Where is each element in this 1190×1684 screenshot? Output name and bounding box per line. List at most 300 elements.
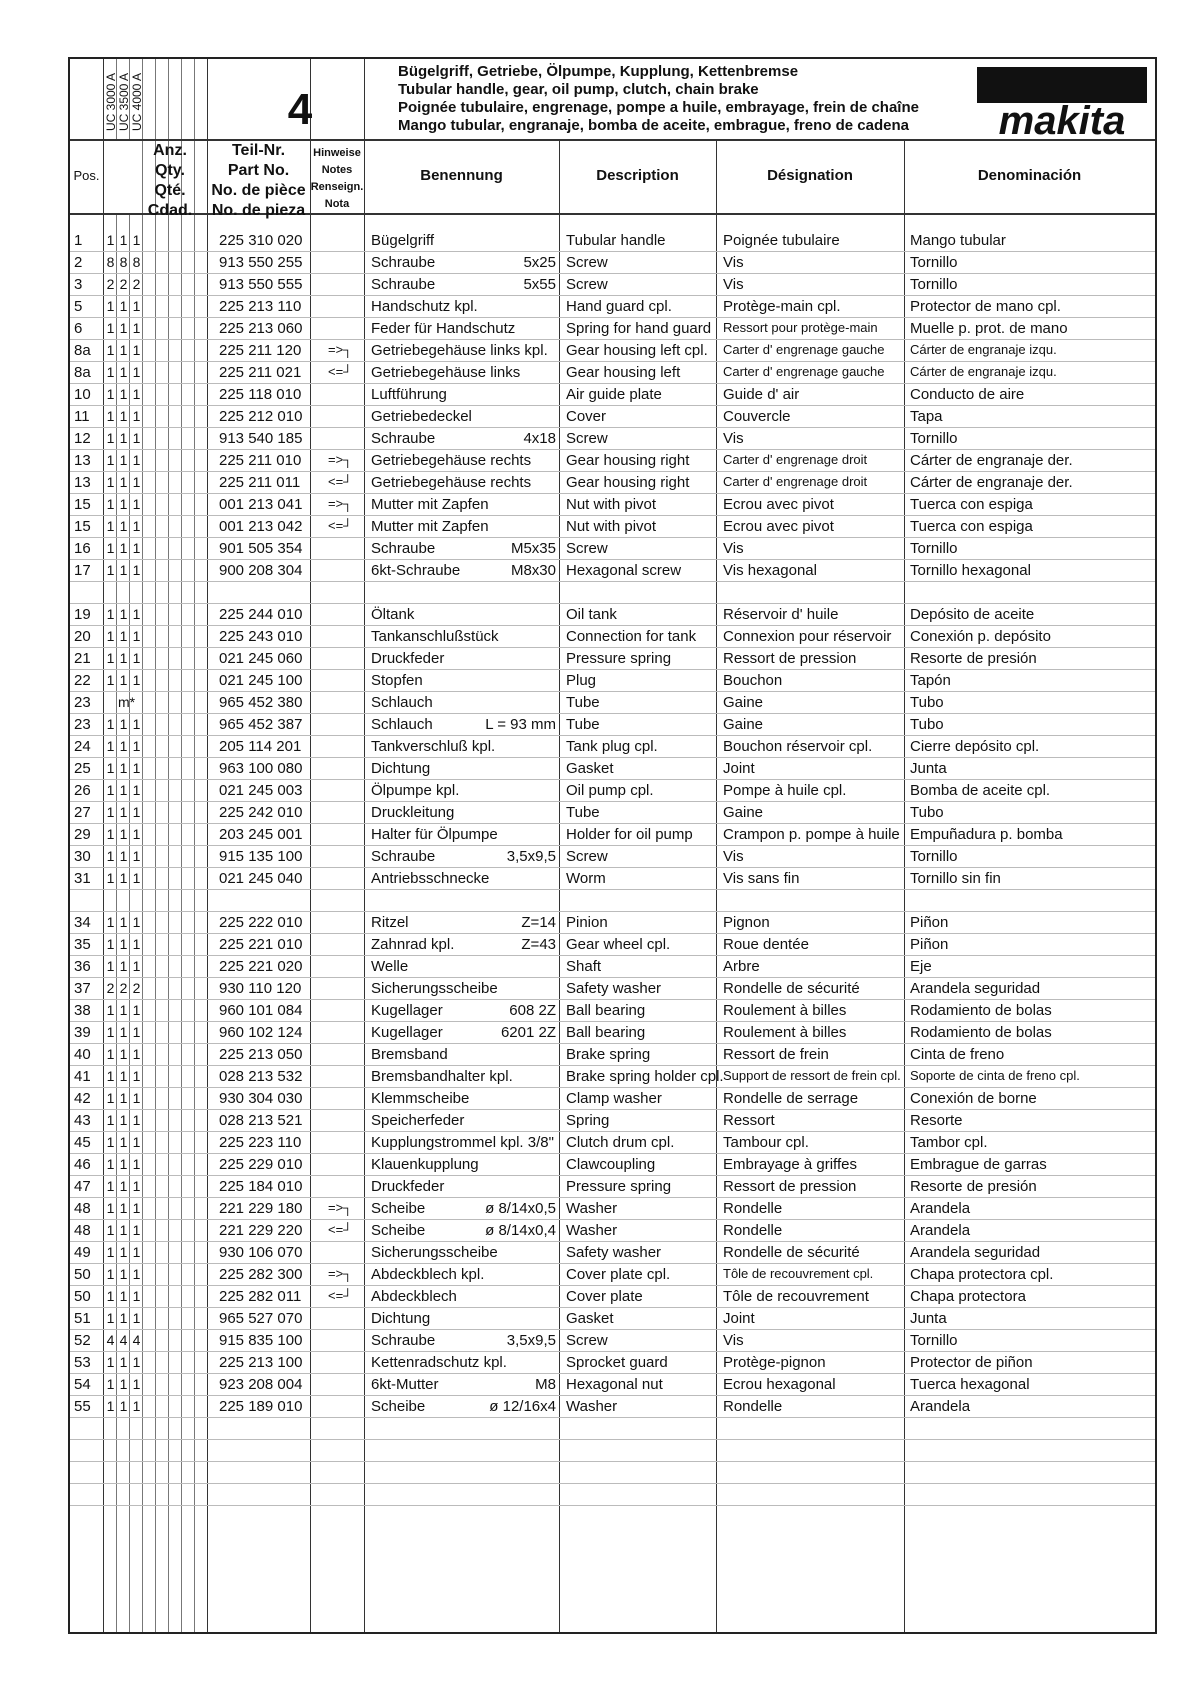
table-row bbox=[70, 1263, 1155, 1286]
title-de: Bügelgriff, Getriebe, Ölpumpe, Kupplung, Kettenbremse bbox=[398, 63, 799, 80]
description-cell: Screw bbox=[566, 1332, 608, 1349]
denominacion-cell: Tuerca con espiga bbox=[910, 496, 1033, 513]
part-number-cell: 225 243 010 bbox=[219, 628, 303, 645]
qty-cell: 1 bbox=[119, 474, 128, 490]
benennung-cell: Schraube bbox=[371, 430, 436, 447]
qty-cell: 1 bbox=[132, 1156, 141, 1172]
qty-cell: 1 bbox=[132, 1354, 141, 1370]
description-cell: Washer bbox=[566, 1398, 618, 1415]
part-number-cell: 021 245 040 bbox=[219, 870, 303, 887]
pos-cell: 34 bbox=[74, 914, 91, 931]
description-cell: Gear wheel cpl. bbox=[566, 936, 671, 953]
denominacion-cell: Tubo bbox=[910, 716, 944, 733]
part-number-cell: 001 213 041 bbox=[219, 496, 303, 513]
benennung-cell: Welle bbox=[371, 958, 409, 975]
table-row bbox=[70, 1043, 1155, 1066]
qty-cell: 1 bbox=[106, 298, 115, 314]
description-cell: Pressure spring bbox=[566, 1178, 672, 1195]
designation-cell: Support de ressort de frein cpl. bbox=[723, 1068, 901, 1083]
qty-cell: 1 bbox=[119, 540, 128, 556]
description-cell: Tube bbox=[566, 716, 600, 733]
pos-cell: 5 bbox=[74, 298, 83, 315]
denominacion-cell: Resorte de presión bbox=[910, 650, 1037, 667]
denominacion-cell: Tuerca con espiga bbox=[910, 518, 1033, 535]
designation-cell: Ecrou avec pivot bbox=[723, 518, 834, 535]
qty-cell: 1 bbox=[106, 540, 115, 556]
designation-cell: Rondelle bbox=[723, 1200, 783, 1217]
col-part-number: Teil-Nr. Part No. No. de pièce No. de pieza bbox=[211, 142, 306, 219]
pos-cell: 31 bbox=[74, 870, 91, 887]
denominacion-cell: Protector de piñon bbox=[910, 1354, 1033, 1371]
description-cell: Clamp washer bbox=[566, 1090, 662, 1107]
part-number-cell: 225 282 011 bbox=[219, 1288, 302, 1305]
pos-cell: 50 bbox=[74, 1266, 91, 1283]
pos-cell: 21 bbox=[74, 650, 91, 667]
benennung-cell: Speicherfeder bbox=[371, 1112, 465, 1129]
table-row bbox=[70, 1285, 1155, 1308]
benennung-cell: Halter für Ölpumpe bbox=[371, 826, 498, 843]
model-label-1: UC 3000 A bbox=[103, 72, 118, 132]
designation-cell: Carter d' engrenage droit bbox=[723, 474, 868, 489]
table-row bbox=[70, 1351, 1155, 1374]
denominacion-cell: Tornillo bbox=[910, 430, 958, 447]
benennung-cell: Feder für Handschutz bbox=[371, 320, 516, 337]
benennung-cell: Schraube bbox=[371, 540, 436, 557]
note-cell: =>┐ bbox=[328, 1266, 353, 1281]
pos-cell: 22 bbox=[74, 672, 91, 689]
table-row bbox=[70, 911, 1155, 934]
table-row bbox=[70, 581, 1155, 604]
description-cell: Washer bbox=[566, 1200, 618, 1217]
description-cell: Tube bbox=[566, 694, 600, 711]
part-number-cell: 225 211 120 bbox=[219, 342, 302, 359]
designation-cell: Tôle de recouvrement bbox=[723, 1288, 869, 1305]
part-number-cell: 965 527 070 bbox=[219, 1310, 303, 1327]
denominacion-cell: Piñon bbox=[910, 914, 949, 931]
qty-cell: 1 bbox=[106, 958, 115, 974]
qty-cell: 1 bbox=[132, 606, 141, 622]
description-cell: Gear housing left bbox=[566, 364, 681, 381]
pos-cell: 15 bbox=[74, 518, 91, 535]
table-row bbox=[70, 1307, 1155, 1330]
pos-cell: 41 bbox=[74, 1068, 91, 1085]
qty-cell: 2 bbox=[119, 980, 128, 996]
blank-row bbox=[70, 1417, 1155, 1440]
col-pos: Pos. bbox=[73, 168, 100, 183]
table-row bbox=[70, 1219, 1155, 1242]
part-number-cell: 923 208 004 bbox=[219, 1376, 303, 1393]
table-row bbox=[70, 735, 1155, 758]
qty-cell: 1 bbox=[132, 804, 141, 820]
part-number-cell: 021 245 060 bbox=[219, 650, 303, 667]
benennung-cell: Mutter mit Zapfen bbox=[371, 518, 489, 535]
qty-cell: 1 bbox=[132, 232, 141, 248]
pos-cell: 13 bbox=[74, 452, 91, 469]
description-cell: Hexagonal nut bbox=[566, 1376, 663, 1393]
table-row bbox=[70, 273, 1155, 296]
table-row bbox=[70, 1197, 1155, 1220]
designation-cell: Embrayage à griffes bbox=[723, 1156, 857, 1173]
denominacion-cell: Chapa protectora cpl. bbox=[910, 1266, 1054, 1283]
qty-cell: 2 bbox=[132, 276, 141, 292]
table-row bbox=[70, 493, 1155, 516]
table-row bbox=[70, 889, 1155, 912]
designation-cell: Bouchon bbox=[723, 672, 783, 689]
description-cell: Cover plate cpl. bbox=[566, 1266, 671, 1283]
benennung-cell: Tankverschluß kpl. bbox=[371, 738, 496, 755]
part-number-cell: 930 304 030 bbox=[219, 1090, 303, 1107]
designation-cell: Bouchon réservoir cpl. bbox=[723, 738, 873, 755]
pos-cell: 38 bbox=[74, 1002, 91, 1019]
designation-cell: Ressort bbox=[723, 1112, 775, 1129]
part-number-cell: 225 221 020 bbox=[219, 958, 303, 975]
part-number-cell: 225 244 010 bbox=[219, 606, 303, 623]
designation-cell: Gaine bbox=[723, 694, 764, 711]
table-row bbox=[70, 779, 1155, 802]
qty-cell: 1 bbox=[106, 1376, 115, 1392]
denominacion-cell: Tornillo bbox=[910, 1332, 958, 1349]
part-number-cell: 203 245 001 bbox=[219, 826, 303, 843]
denominacion-cell: Chapa protectora bbox=[910, 1288, 1026, 1305]
denominacion-cell: Rodamiento de bolas bbox=[910, 1002, 1052, 1019]
denominacion-cell: Tapón bbox=[910, 672, 951, 689]
designation-cell: Joint bbox=[723, 1310, 755, 1327]
spec-cell: 5x25 bbox=[523, 254, 556, 271]
part-number-cell: 915 135 100 bbox=[219, 848, 303, 865]
spec-cell: 3,5x9,5 bbox=[506, 1332, 556, 1349]
model-label-3: UC 4000 A bbox=[129, 72, 144, 132]
denominacion-cell: Eje bbox=[910, 958, 932, 975]
qty-cell: 1 bbox=[119, 1112, 128, 1128]
qty-cell: 1 bbox=[106, 1068, 115, 1084]
qty-cell: 1 bbox=[132, 540, 141, 556]
designation-cell: Pompe à huile cpl. bbox=[723, 782, 847, 799]
note-cell: <=┘ bbox=[328, 1288, 353, 1303]
benennung-cell: Öltank bbox=[371, 606, 415, 623]
description-cell: Nut with pivot bbox=[566, 518, 657, 535]
table-row bbox=[70, 295, 1155, 318]
table-row bbox=[70, 647, 1155, 670]
designation-cell: Vis bbox=[723, 276, 744, 293]
pos-cell: 29 bbox=[74, 826, 91, 843]
qty-cell: 1 bbox=[106, 232, 115, 248]
designation-cell: Rondelle bbox=[723, 1398, 783, 1415]
denominacion-cell: Protector de mano cpl. bbox=[910, 298, 1061, 315]
benennung-cell: Zahnrad kpl. bbox=[371, 936, 455, 953]
table-row bbox=[70, 1175, 1155, 1198]
description-cell: Screw bbox=[566, 430, 608, 447]
note-cell: =>┐ bbox=[328, 342, 353, 357]
qty-cell: 1 bbox=[132, 1222, 141, 1238]
qty-cell: 1 bbox=[119, 1156, 128, 1172]
table-row bbox=[70, 999, 1155, 1022]
qty-cell: 1 bbox=[132, 1024, 141, 1040]
benennung-cell: Scheibe bbox=[371, 1398, 426, 1415]
qty-cell: 1 bbox=[119, 1134, 128, 1150]
model-label-2: UC 3500 A bbox=[116, 72, 131, 132]
spec-cell: 608 2Z bbox=[509, 1002, 556, 1019]
qty-cell: 1 bbox=[119, 452, 128, 468]
qty-cell: 1 bbox=[106, 650, 115, 666]
description-cell: Ball bearing bbox=[566, 1002, 646, 1019]
part-number-cell: 901 505 354 bbox=[219, 540, 303, 557]
qty-cell: 1 bbox=[119, 1376, 128, 1392]
part-number-cell: 021 245 100 bbox=[219, 672, 303, 689]
col-benennung: Benennung bbox=[420, 167, 503, 184]
benennung-cell: Schraube bbox=[371, 254, 436, 271]
qty-cell: 1 bbox=[132, 1068, 141, 1084]
description-cell: Brake spring bbox=[566, 1046, 651, 1063]
table-row bbox=[70, 1241, 1155, 1264]
table-row bbox=[70, 317, 1155, 340]
denominacion-cell: Arandela bbox=[910, 1200, 971, 1217]
col-description: Description bbox=[596, 167, 679, 184]
pos-cell: 2 bbox=[74, 254, 83, 271]
qty-cell: 1 bbox=[119, 804, 128, 820]
spec-cell: 3,5x9,5 bbox=[506, 848, 556, 865]
designation-cell: Réservoir d' huile bbox=[723, 606, 839, 623]
qty-cell: m* bbox=[118, 694, 136, 710]
table-row bbox=[70, 845, 1155, 868]
designation-cell: Vis bbox=[723, 540, 744, 557]
pos-cell: 48 bbox=[74, 1200, 91, 1217]
qty-cell: 1 bbox=[132, 848, 141, 864]
note-cell: <=┘ bbox=[328, 1222, 353, 1237]
denominacion-cell: Bomba de aceite cpl. bbox=[910, 782, 1051, 799]
qty-cell: 1 bbox=[106, 1310, 115, 1326]
designation-cell: Carter d' engrenage droit bbox=[723, 452, 868, 467]
denominacion-cell: Arandela seguridad bbox=[910, 1244, 1041, 1261]
description-cell: Sprocket guard bbox=[566, 1354, 668, 1371]
qty-cell: 1 bbox=[106, 1112, 115, 1128]
designation-cell: Arbre bbox=[723, 958, 760, 975]
qty-cell: 1 bbox=[106, 738, 115, 754]
table-row bbox=[70, 361, 1155, 384]
designation-cell: Ressort de pression bbox=[723, 1178, 857, 1195]
part-number-cell: 001 213 042 bbox=[219, 518, 303, 535]
qty-cell: 1 bbox=[119, 760, 128, 776]
denominacion-cell: Arandela bbox=[910, 1222, 971, 1239]
qty-cell: 1 bbox=[106, 716, 115, 732]
benennung-cell: Schraube bbox=[371, 1332, 436, 1349]
qty-cell: 1 bbox=[106, 936, 115, 952]
qty-cell: 1 bbox=[132, 738, 141, 754]
part-number-cell: 225 242 010 bbox=[219, 804, 303, 821]
table-row bbox=[70, 471, 1155, 494]
blank-row bbox=[70, 1461, 1155, 1484]
pos-cell: 51 bbox=[74, 1310, 91, 1327]
table-row bbox=[70, 1131, 1155, 1154]
benennung-cell: Bremsband bbox=[371, 1046, 448, 1063]
qty-cell: 1 bbox=[132, 1288, 141, 1304]
benennung-cell: Handschutz kpl. bbox=[371, 298, 478, 315]
pos-cell: 36 bbox=[74, 958, 91, 975]
designation-cell: Roulement à billes bbox=[723, 1024, 847, 1041]
denominacion-cell: Tapa bbox=[910, 408, 943, 425]
part-number-cell: 930 106 070 bbox=[219, 1244, 303, 1261]
part-number-cell: 225 282 300 bbox=[219, 1266, 303, 1283]
benennung-cell: Schlauch bbox=[371, 694, 433, 711]
description-cell: Shaft bbox=[566, 958, 602, 975]
denominacion-cell: Tornillo hexagonal bbox=[910, 562, 1031, 579]
designation-cell: Couvercle bbox=[723, 408, 791, 425]
part-number-cell: 930 110 120 bbox=[219, 980, 302, 997]
part-number-cell: 225 213 050 bbox=[219, 1046, 303, 1063]
designation-cell: Vis bbox=[723, 430, 744, 447]
description-cell: Pinion bbox=[566, 914, 608, 931]
denominacion-cell: Junta bbox=[910, 760, 947, 777]
table-row bbox=[70, 977, 1155, 1000]
qty-cell: 8 bbox=[119, 254, 128, 270]
pos-cell: 10 bbox=[74, 386, 91, 403]
qty-cell: 1 bbox=[119, 1354, 128, 1370]
designation-cell: Crampon p. pompe à huile bbox=[723, 826, 900, 843]
qty-cell: 1 bbox=[119, 1068, 128, 1084]
designation-cell: Ecrou avec pivot bbox=[723, 496, 834, 513]
qty-cell: 1 bbox=[119, 1244, 128, 1260]
benennung-cell: Kupplungstrommel kpl. 3/8" bbox=[371, 1134, 554, 1151]
pos-cell: 15 bbox=[74, 496, 91, 513]
spec-cell: M8x30 bbox=[510, 562, 556, 579]
pos-cell: 12 bbox=[74, 430, 91, 447]
description-cell: Tube bbox=[566, 804, 600, 821]
description-cell: Gasket bbox=[566, 760, 614, 777]
title-en: Tubular handle, gear, oil pump, clutch, chain brake bbox=[398, 81, 759, 98]
pos-cell: 48 bbox=[74, 1222, 91, 1239]
part-number-cell: 225 310 020 bbox=[219, 232, 303, 249]
qty-cell: 1 bbox=[119, 496, 128, 512]
denominacion-cell: Piñon bbox=[910, 936, 949, 953]
qty-cell: 1 bbox=[132, 1376, 141, 1392]
description-cell: Connection for tank bbox=[566, 628, 697, 645]
pos-cell: 11 bbox=[74, 408, 90, 425]
denominacion-cell: Arandela bbox=[910, 1398, 971, 1415]
part-number-cell: 965 452 387 bbox=[219, 716, 303, 733]
note-cell: =>┐ bbox=[328, 452, 353, 467]
note-cell: <=┘ bbox=[328, 518, 353, 533]
description-cell: Spring bbox=[566, 1112, 610, 1129]
title-fr: Poignée tubulaire, engrenage, pompe a huile, embrayage, frein de chaîne bbox=[398, 99, 919, 116]
qty-cell: 2 bbox=[106, 980, 115, 996]
qty-cell: 1 bbox=[119, 1222, 128, 1238]
part-number-cell: 021 245 003 bbox=[219, 782, 303, 799]
pos-cell: 39 bbox=[74, 1024, 91, 1041]
qty-cell: 1 bbox=[106, 782, 115, 798]
benennung-cell: Schlauch bbox=[371, 716, 433, 733]
pos-cell: 27 bbox=[74, 804, 91, 821]
table-row bbox=[70, 823, 1155, 846]
qty-cell: 1 bbox=[132, 1090, 141, 1106]
qty-cell: 1 bbox=[119, 298, 128, 314]
benennung-cell: Kugellager bbox=[371, 1002, 443, 1019]
qty-cell: 4 bbox=[132, 1332, 141, 1348]
designation-cell: Rondelle de serrage bbox=[723, 1090, 859, 1107]
blank-row bbox=[70, 1439, 1155, 1462]
description-cell: Cover plate bbox=[566, 1288, 643, 1305]
qty-cell: 1 bbox=[106, 1046, 115, 1062]
denominacion-cell: Tornillo bbox=[910, 848, 958, 865]
designation-cell: Vis sans fin bbox=[723, 870, 800, 887]
part-number-cell: 225 211 021 bbox=[219, 364, 302, 381]
qty-cell: 1 bbox=[119, 958, 128, 974]
pos-cell: 30 bbox=[74, 848, 91, 865]
table-row bbox=[70, 801, 1155, 824]
qty-cell: 1 bbox=[132, 914, 141, 930]
qty-cell: 1 bbox=[132, 1112, 141, 1128]
qty-cell: 1 bbox=[106, 1156, 115, 1172]
qty-cell: 1 bbox=[106, 628, 115, 644]
table-row bbox=[70, 1109, 1155, 1132]
qty-cell: 1 bbox=[106, 1398, 115, 1414]
qty-cell: 1 bbox=[132, 320, 141, 336]
pos-cell: 54 bbox=[74, 1376, 91, 1393]
denominacion-cell: Tornillo bbox=[910, 254, 958, 271]
qty-cell: 1 bbox=[119, 650, 128, 666]
qty-cell: 1 bbox=[132, 386, 141, 402]
qty-cell: 1 bbox=[132, 562, 141, 578]
qty-cell: 1 bbox=[132, 936, 141, 952]
designation-cell: Rondelle de sécurité bbox=[723, 1244, 860, 1261]
part-number-cell: 225 229 010 bbox=[219, 1156, 303, 1173]
part-number-cell: 913 550 555 bbox=[219, 276, 303, 293]
benennung-cell: Mutter mit Zapfen bbox=[371, 496, 489, 513]
table-row bbox=[70, 603, 1155, 626]
part-number-cell: 225 223 110 bbox=[219, 1134, 302, 1151]
denominacion-cell: Embrague de garras bbox=[910, 1156, 1047, 1173]
qty-cell: 1 bbox=[106, 1354, 115, 1370]
part-number-cell: 225 211 010 bbox=[219, 452, 302, 469]
pos-cell: 23 bbox=[74, 716, 91, 733]
qty-cell: 1 bbox=[132, 452, 141, 468]
benennung-cell: Klemmscheibe bbox=[371, 1090, 470, 1107]
pos-cell: 8a bbox=[74, 342, 91, 359]
benennung-cell: Getriebegehäuse rechts bbox=[371, 452, 532, 469]
qty-cell: 1 bbox=[119, 342, 128, 358]
table-row bbox=[70, 339, 1155, 362]
part-number-cell: 225 213 060 bbox=[219, 320, 303, 337]
description-cell: Safety washer bbox=[566, 1244, 662, 1261]
description-cell: Screw bbox=[566, 540, 608, 557]
benennung-cell: 6kt-Mutter bbox=[371, 1376, 439, 1393]
qty-cell: 1 bbox=[106, 386, 115, 402]
qty-cell: 1 bbox=[106, 1090, 115, 1106]
denominacion-cell: Tornillo sin fin bbox=[910, 870, 1001, 887]
qty-cell: 1 bbox=[119, 1310, 128, 1326]
designation-cell: Roulement à billes bbox=[723, 1002, 847, 1019]
table-row bbox=[70, 1153, 1155, 1176]
benennung-cell: Abdeckblech bbox=[371, 1288, 457, 1305]
part-number-cell: 900 208 304 bbox=[219, 562, 303, 579]
qty-cell: 1 bbox=[106, 804, 115, 820]
table-row bbox=[70, 1087, 1155, 1110]
pos-cell: 45 bbox=[74, 1134, 91, 1151]
pos-cell: 47 bbox=[74, 1178, 91, 1195]
designation-cell: Guide d' air bbox=[723, 386, 800, 403]
qty-cell: 1 bbox=[119, 320, 128, 336]
denominacion-cell: Empuñadura p. bomba bbox=[910, 826, 1063, 843]
designation-cell: Ressort pour protège-main bbox=[723, 320, 878, 335]
description-cell: Oil pump cpl. bbox=[566, 782, 654, 799]
qty-cell: 2 bbox=[132, 980, 141, 996]
spec-cell: 5x55 bbox=[523, 276, 556, 293]
benennung-cell: Bremsbandhalter kpl. bbox=[371, 1068, 513, 1085]
description-cell: Screw bbox=[566, 848, 608, 865]
qty-cell: 1 bbox=[132, 408, 141, 424]
qty-cell: 1 bbox=[106, 848, 115, 864]
qty-cell: 1 bbox=[132, 1244, 141, 1260]
table-row bbox=[70, 1373, 1155, 1396]
qty-cell: 1 bbox=[119, 782, 128, 798]
